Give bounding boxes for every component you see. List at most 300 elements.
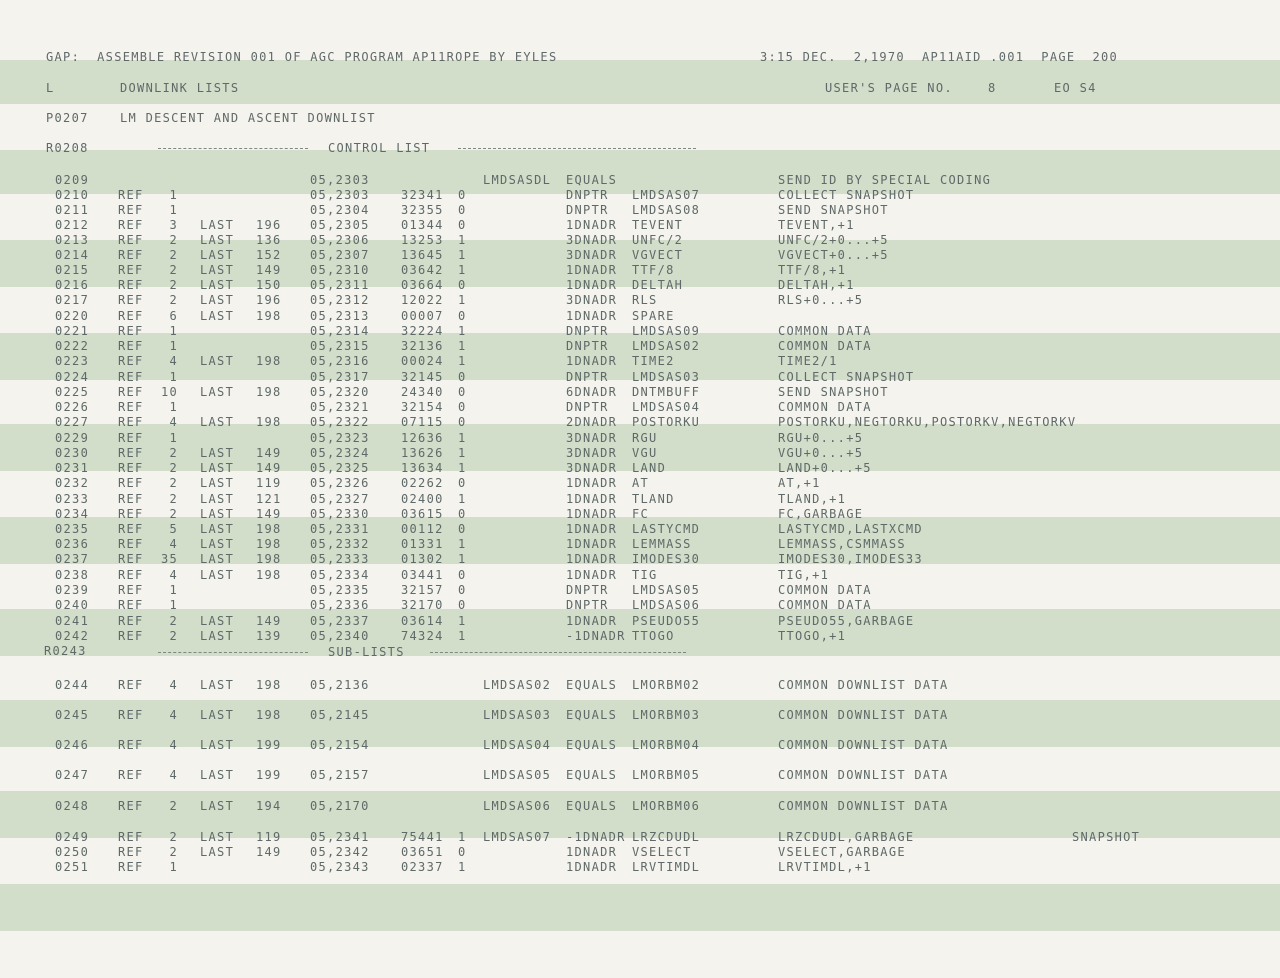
comment: UNFC/2+0...+5 bbox=[778, 233, 889, 247]
last-flag: LAST bbox=[200, 708, 235, 722]
line-number: 0214 bbox=[55, 248, 90, 262]
comment: COMMON DATA bbox=[778, 339, 872, 353]
users-page-label: USER'S PAGE NO. bbox=[825, 81, 953, 95]
comment: TIG,+1 bbox=[778, 568, 830, 582]
line-number: 0227 bbox=[55, 415, 90, 429]
last-value: 149 bbox=[256, 845, 282, 859]
ref-count: 2 bbox=[169, 629, 178, 643]
comment: TTF/8,+1 bbox=[778, 263, 847, 277]
opcode: 6DNADR bbox=[566, 385, 618, 399]
line-number: 0211 bbox=[55, 203, 90, 217]
ref-count: 4 bbox=[169, 738, 178, 752]
last-flag: LAST bbox=[200, 476, 235, 490]
comment: RGU+0...+5 bbox=[778, 431, 864, 445]
comment: TIME2/1 bbox=[778, 354, 838, 368]
octal-value: 07115 bbox=[401, 415, 444, 429]
last-flag: LAST bbox=[200, 799, 235, 813]
comment: COMMON DATA bbox=[778, 324, 872, 338]
last-value: 196 bbox=[256, 218, 282, 232]
octal-value: 00007 bbox=[401, 309, 444, 323]
ref-flag: REF bbox=[118, 860, 144, 874]
address: 05,2343 bbox=[310, 860, 370, 874]
symbol-label: LMDSASDL bbox=[483, 173, 552, 187]
operand: LMDSAS06 bbox=[632, 598, 701, 612]
address: 05,2323 bbox=[310, 431, 370, 445]
ref-flag: REF bbox=[118, 293, 144, 307]
address: 05,2316 bbox=[310, 354, 370, 368]
operand: LMDSAS02 bbox=[632, 339, 701, 353]
last-flag: LAST bbox=[200, 293, 235, 307]
operand: TTOGO bbox=[632, 629, 675, 643]
operand: LMORBM03 bbox=[632, 708, 701, 722]
last-value: 198 bbox=[256, 522, 282, 536]
address: 05,2320 bbox=[310, 385, 370, 399]
address: 05,2340 bbox=[310, 629, 370, 643]
last-value: 199 bbox=[256, 768, 282, 782]
bank-bit: 0 bbox=[458, 385, 467, 399]
operand: TEVENT bbox=[632, 218, 684, 232]
line-number: 0236 bbox=[55, 537, 90, 551]
address: 05,2307 bbox=[310, 248, 370, 262]
comment: COMMON DOWNLIST DATA bbox=[778, 738, 949, 752]
address: 05,2145 bbox=[310, 708, 370, 722]
opcode: -1DNADR bbox=[566, 830, 626, 844]
comment: COMMON DATA bbox=[778, 400, 872, 414]
line-number: 0225 bbox=[55, 385, 90, 399]
operand: IMODES30 bbox=[632, 552, 701, 566]
address: 05,2330 bbox=[310, 507, 370, 521]
ref-flag: REF bbox=[118, 614, 144, 628]
ref-count: 1 bbox=[169, 324, 178, 338]
last-flag: LAST bbox=[200, 629, 235, 643]
last-value: 149 bbox=[256, 461, 282, 475]
last-flag: LAST bbox=[200, 614, 235, 628]
address: 05,2336 bbox=[310, 598, 370, 612]
address: 05,2342 bbox=[310, 845, 370, 859]
ref-count: 2 bbox=[169, 248, 178, 262]
line-number: 0247 bbox=[55, 768, 90, 782]
line-number: 0213 bbox=[55, 233, 90, 247]
octal-value: 32170 bbox=[401, 598, 444, 612]
ref-count: 2 bbox=[169, 507, 178, 521]
ref-flag: REF bbox=[118, 263, 144, 277]
octal-value: 12022 bbox=[401, 293, 444, 307]
opcode: 1DNADR bbox=[566, 354, 618, 368]
ref-count: 1 bbox=[169, 203, 178, 217]
ref-count: 1 bbox=[169, 583, 178, 597]
bank-bit: 1 bbox=[458, 552, 467, 566]
opcode: 1DNADR bbox=[566, 492, 618, 506]
ref-count: 5 bbox=[169, 522, 178, 536]
divider-rule bbox=[158, 652, 308, 653]
last-value: 199 bbox=[256, 738, 282, 752]
ref-flag: REF bbox=[118, 507, 144, 521]
opcode: DNPTR bbox=[566, 339, 609, 353]
last-flag: LAST bbox=[200, 278, 235, 292]
bank-bit: 1 bbox=[458, 354, 467, 368]
last-flag: LAST bbox=[200, 385, 235, 399]
opcode: 1DNADR bbox=[566, 860, 618, 874]
ref-flag: REF bbox=[118, 461, 144, 475]
address: 05,2136 bbox=[310, 678, 370, 692]
opcode: -1DNADR bbox=[566, 629, 626, 643]
comment: COMMON DATA bbox=[778, 598, 872, 612]
ref-count: 3 bbox=[169, 218, 178, 232]
comment: TTOGO,+1 bbox=[778, 629, 847, 643]
last-value: 198 bbox=[256, 309, 282, 323]
octal-value: 32154 bbox=[401, 400, 444, 414]
operand: LMDSAS09 bbox=[632, 324, 701, 338]
operand: LMORBM02 bbox=[632, 678, 701, 692]
listing-tag: L bbox=[46, 81, 55, 95]
bank-bit: 0 bbox=[458, 476, 467, 490]
last-flag: LAST bbox=[200, 522, 235, 536]
ref-flag: REF bbox=[118, 678, 144, 692]
octal-value: 00024 bbox=[401, 354, 444, 368]
address: 05,2325 bbox=[310, 461, 370, 475]
address: 05,2331 bbox=[310, 522, 370, 536]
octal-value: 32157 bbox=[401, 583, 444, 597]
opcode: 1DNADR bbox=[566, 845, 618, 859]
line-number: 0239 bbox=[55, 583, 90, 597]
bank-bit: 0 bbox=[458, 309, 467, 323]
bank-bit: 0 bbox=[458, 583, 467, 597]
last-flag: LAST bbox=[200, 263, 235, 277]
ref-count: 2 bbox=[169, 799, 178, 813]
octal-value: 01331 bbox=[401, 537, 444, 551]
ref-flag: REF bbox=[118, 203, 144, 217]
opcode: 1DNADR bbox=[566, 568, 618, 582]
ref-flag: REF bbox=[118, 738, 144, 752]
ref-count: 1 bbox=[169, 598, 178, 612]
line-number: 0237 bbox=[55, 552, 90, 566]
opcode: EQUALS bbox=[566, 173, 618, 187]
ref-count: 2 bbox=[169, 233, 178, 247]
address: 05,2306 bbox=[310, 233, 370, 247]
ref-flag: REF bbox=[118, 492, 144, 506]
last-flag: LAST bbox=[200, 233, 235, 247]
line-number: 0226 bbox=[55, 400, 90, 414]
listing-title: LM DESCENT AND ASCENT DOWNLIST bbox=[120, 111, 376, 125]
title-line-number: P0207 bbox=[46, 111, 89, 125]
operand: AT bbox=[632, 476, 650, 490]
address: 05,2312 bbox=[310, 293, 370, 307]
operand: LMDSAS04 bbox=[632, 400, 701, 414]
address: 05,2327 bbox=[310, 492, 370, 506]
opcode: 1DNADR bbox=[566, 309, 618, 323]
last-value: 198 bbox=[256, 385, 282, 399]
ref-count: 1 bbox=[169, 431, 178, 445]
ref-count: 2 bbox=[169, 845, 178, 859]
last-value: 198 bbox=[256, 568, 282, 582]
last-flag: LAST bbox=[200, 768, 235, 782]
ref-flag: REF bbox=[118, 354, 144, 368]
ref-count: 4 bbox=[169, 678, 178, 692]
address: 05,2317 bbox=[310, 370, 370, 384]
line-number: 0251 bbox=[55, 860, 90, 874]
divider-rule bbox=[458, 148, 696, 149]
line-number: 0246 bbox=[55, 738, 90, 752]
operand: TIG bbox=[632, 568, 658, 582]
opcode: 1DNADR bbox=[566, 552, 618, 566]
opcode: 3DNADR bbox=[566, 461, 618, 475]
operand: RLS bbox=[632, 293, 658, 307]
bank-bit: 1 bbox=[458, 293, 467, 307]
ref-count: 2 bbox=[169, 263, 178, 277]
ref-flag: REF bbox=[118, 431, 144, 445]
line-number: 0240 bbox=[55, 598, 90, 612]
line-number: 0224 bbox=[55, 370, 90, 384]
last-flag: LAST bbox=[200, 845, 235, 859]
opcode: 3DNADR bbox=[566, 233, 618, 247]
bank-bit: 0 bbox=[458, 370, 467, 384]
operand: LASTYCMD bbox=[632, 522, 701, 536]
ref-flag: REF bbox=[118, 598, 144, 612]
operand: LAND bbox=[632, 461, 667, 475]
last-flag: LAST bbox=[200, 446, 235, 460]
line-number: 0223 bbox=[55, 354, 90, 368]
comment: LASTYCMD,LASTXCMD bbox=[778, 522, 923, 536]
octal-value: 32136 bbox=[401, 339, 444, 353]
opcode: EQUALS bbox=[566, 799, 618, 813]
octal-value: 02337 bbox=[401, 860, 444, 874]
bank-bit: 1 bbox=[458, 233, 467, 247]
line-number: 0209 bbox=[55, 173, 90, 187]
bank-bit: 0 bbox=[458, 278, 467, 292]
opcode: DNPTR bbox=[566, 370, 609, 384]
address: 05,2313 bbox=[310, 309, 370, 323]
last-flag: LAST bbox=[200, 248, 235, 262]
opcode: DNPTR bbox=[566, 203, 609, 217]
operand: RGU bbox=[632, 431, 658, 445]
line-number: 0222 bbox=[55, 339, 90, 353]
operand: FC bbox=[632, 507, 650, 521]
ref-count: 4 bbox=[169, 568, 178, 582]
ref-count: 4 bbox=[169, 415, 178, 429]
sublist-divider-number: R0243 bbox=[44, 644, 87, 658]
ref-flag: REF bbox=[118, 370, 144, 384]
comment: COLLECT SNAPSHOT bbox=[778, 188, 915, 202]
comment: IMODES30,IMODES33 bbox=[778, 552, 923, 566]
octal-value: 13645 bbox=[401, 248, 444, 262]
address: 05,2324 bbox=[310, 446, 370, 460]
comment: TLAND,+1 bbox=[778, 492, 847, 506]
opcode: 3DNADR bbox=[566, 293, 618, 307]
bank-bit: 0 bbox=[458, 415, 467, 429]
bank-bit: 1 bbox=[458, 248, 467, 262]
bank-bit: 0 bbox=[458, 203, 467, 217]
line-number: 0248 bbox=[55, 799, 90, 813]
comment: SEND ID BY SPECIAL CODING bbox=[778, 173, 992, 187]
address: 05,2314 bbox=[310, 324, 370, 338]
line-number: 0215 bbox=[55, 263, 90, 277]
ref-count: 2 bbox=[169, 461, 178, 475]
last-value: 196 bbox=[256, 293, 282, 307]
bank-bit: 0 bbox=[458, 507, 467, 521]
last-flag: LAST bbox=[200, 537, 235, 551]
opcode: EQUALS bbox=[566, 768, 618, 782]
octal-value: 03615 bbox=[401, 507, 444, 521]
address: 05,2310 bbox=[310, 263, 370, 277]
operand: LEMMASS bbox=[632, 537, 692, 551]
opcode: 1DNADR bbox=[566, 218, 618, 232]
last-value: 119 bbox=[256, 476, 282, 490]
header-left: GAP: ASSEMBLE REVISION 001 OF AGC PROGRAM AP11ROPE BY EYLES bbox=[46, 50, 558, 64]
divider-rule bbox=[158, 148, 308, 149]
octal-value: 32224 bbox=[401, 324, 444, 338]
comment: COMMON DOWNLIST DATA bbox=[778, 708, 949, 722]
operand: LMDSAS07 bbox=[632, 188, 701, 202]
comment: AT,+1 bbox=[778, 476, 821, 490]
line-number: 0220 bbox=[55, 309, 90, 323]
last-flag: LAST bbox=[200, 678, 235, 692]
ref-flag: REF bbox=[118, 708, 144, 722]
octal-value: 02262 bbox=[401, 476, 444, 490]
ref-count: 4 bbox=[169, 537, 178, 551]
ref-flag: REF bbox=[118, 339, 144, 353]
comment: DELTAH,+1 bbox=[778, 278, 855, 292]
operand: LRZCDUDL bbox=[632, 830, 701, 844]
opcode: 1DNADR bbox=[566, 263, 618, 277]
operand: TTF/8 bbox=[632, 263, 675, 277]
last-value: 149 bbox=[256, 614, 282, 628]
ref-flag: REF bbox=[118, 385, 144, 399]
ref-count: 10 bbox=[160, 385, 178, 399]
ref-flag: REF bbox=[118, 768, 144, 782]
address: 05,2337 bbox=[310, 614, 370, 628]
ref-flag: REF bbox=[118, 476, 144, 490]
last-value: 194 bbox=[256, 799, 282, 813]
ref-count: 2 bbox=[169, 446, 178, 460]
comment-extra: SNAPSHOT bbox=[1072, 830, 1141, 844]
line-number: 0221 bbox=[55, 324, 90, 338]
operand: LMDSAS05 bbox=[632, 583, 701, 597]
bank-bit: 1 bbox=[458, 339, 467, 353]
address: 05,2321 bbox=[310, 400, 370, 414]
bank-bit: 1 bbox=[458, 860, 467, 874]
last-value: 198 bbox=[256, 415, 282, 429]
last-value: 121 bbox=[256, 492, 282, 506]
last-flag: LAST bbox=[200, 461, 235, 475]
comment: LRZCDUDL,GARBAGE bbox=[778, 830, 915, 844]
operand: LMORBM06 bbox=[632, 799, 701, 813]
octal-value: 13626 bbox=[401, 446, 444, 460]
last-value: 119 bbox=[256, 830, 282, 844]
line-number: 0231 bbox=[55, 461, 90, 475]
opcode: 1DNADR bbox=[566, 537, 618, 551]
address: 05,2304 bbox=[310, 203, 370, 217]
line-number: 0241 bbox=[55, 614, 90, 628]
last-flag: LAST bbox=[200, 552, 235, 566]
paper-band bbox=[0, 884, 1280, 931]
octal-value: 75441 bbox=[401, 830, 444, 844]
line-number: 0242 bbox=[55, 629, 90, 643]
address: 05,2305 bbox=[310, 218, 370, 232]
line-number: 0217 bbox=[55, 293, 90, 307]
line-number: 0234 bbox=[55, 507, 90, 521]
last-value: 149 bbox=[256, 263, 282, 277]
last-value: 149 bbox=[256, 507, 282, 521]
last-flag: LAST bbox=[200, 738, 235, 752]
line-number: 0212 bbox=[55, 218, 90, 232]
last-value: 139 bbox=[256, 629, 282, 643]
comment: VSELECT,GARBAGE bbox=[778, 845, 906, 859]
ref-flag: REF bbox=[118, 537, 144, 551]
comment: VGU+0...+5 bbox=[778, 446, 864, 460]
comment: TEVENT,+1 bbox=[778, 218, 855, 232]
opcode: 3DNADR bbox=[566, 248, 618, 262]
opcode: 1DNADR bbox=[566, 278, 618, 292]
comment: LAND+0...+5 bbox=[778, 461, 872, 475]
opcode: 3DNADR bbox=[566, 431, 618, 445]
address: 05,2311 bbox=[310, 278, 370, 292]
operand: PSEUDO55 bbox=[632, 614, 701, 628]
octal-value: 02400 bbox=[401, 492, 444, 506]
octal-value: 03651 bbox=[401, 845, 444, 859]
last-value: 150 bbox=[256, 278, 282, 292]
ref-count: 6 bbox=[169, 309, 178, 323]
ref-flag: REF bbox=[118, 400, 144, 414]
opcode: DNPTR bbox=[566, 598, 609, 612]
line-number: 0232 bbox=[55, 476, 90, 490]
ref-count: 1 bbox=[169, 860, 178, 874]
octal-value: 32355 bbox=[401, 203, 444, 217]
ref-count: 4 bbox=[169, 708, 178, 722]
address: 05,2157 bbox=[310, 768, 370, 782]
ref-count: 4 bbox=[169, 768, 178, 782]
bank-bit: 0 bbox=[458, 188, 467, 202]
ref-flag: REF bbox=[118, 568, 144, 582]
ref-count: 1 bbox=[169, 188, 178, 202]
ref-count: 4 bbox=[169, 354, 178, 368]
address: 05,2332 bbox=[310, 537, 370, 551]
opcode: 1DNADR bbox=[566, 614, 618, 628]
symbol-label: LMDSAS06 bbox=[483, 799, 552, 813]
comment: SEND SNAPSHOT bbox=[778, 203, 889, 217]
opcode: EQUALS bbox=[566, 738, 618, 752]
bank-bit: 1 bbox=[458, 492, 467, 506]
address: 05,2303 bbox=[310, 173, 370, 187]
ref-flag: REF bbox=[118, 415, 144, 429]
comment: COLLECT SNAPSHOT bbox=[778, 370, 915, 384]
operand: LMORBM04 bbox=[632, 738, 701, 752]
octal-value: 12636 bbox=[401, 431, 444, 445]
operand: VGVECT bbox=[632, 248, 684, 262]
address: 05,2154 bbox=[310, 738, 370, 752]
symbol-label: LMDSAS03 bbox=[483, 708, 552, 722]
last-value: 198 bbox=[256, 552, 282, 566]
opcode: 1DNADR bbox=[566, 476, 618, 490]
address: 05,2341 bbox=[310, 830, 370, 844]
sublist-divider-label: SUB-LISTS bbox=[328, 645, 405, 659]
opcode: DNPTR bbox=[566, 188, 609, 202]
operand: LRVTIMDL bbox=[632, 860, 701, 874]
octal-value: 13634 bbox=[401, 461, 444, 475]
address: 05,2303 bbox=[310, 188, 370, 202]
octal-value: 32341 bbox=[401, 188, 444, 202]
comment: COMMON DOWNLIST DATA bbox=[778, 678, 949, 692]
operand: VGU bbox=[632, 446, 658, 460]
line-number: 0250 bbox=[55, 845, 90, 859]
ref-flag: REF bbox=[118, 248, 144, 262]
bank-bit: 1 bbox=[458, 446, 467, 460]
comment: POSTORKU,NEGTORKU,POSTORKV,NEGTORKV bbox=[778, 415, 1077, 429]
opcode: 3DNADR bbox=[566, 446, 618, 460]
opcode: DNPTR bbox=[566, 583, 609, 597]
octal-value: 32145 bbox=[401, 370, 444, 384]
operand: TIME2 bbox=[632, 354, 675, 368]
ref-count: 2 bbox=[169, 278, 178, 292]
